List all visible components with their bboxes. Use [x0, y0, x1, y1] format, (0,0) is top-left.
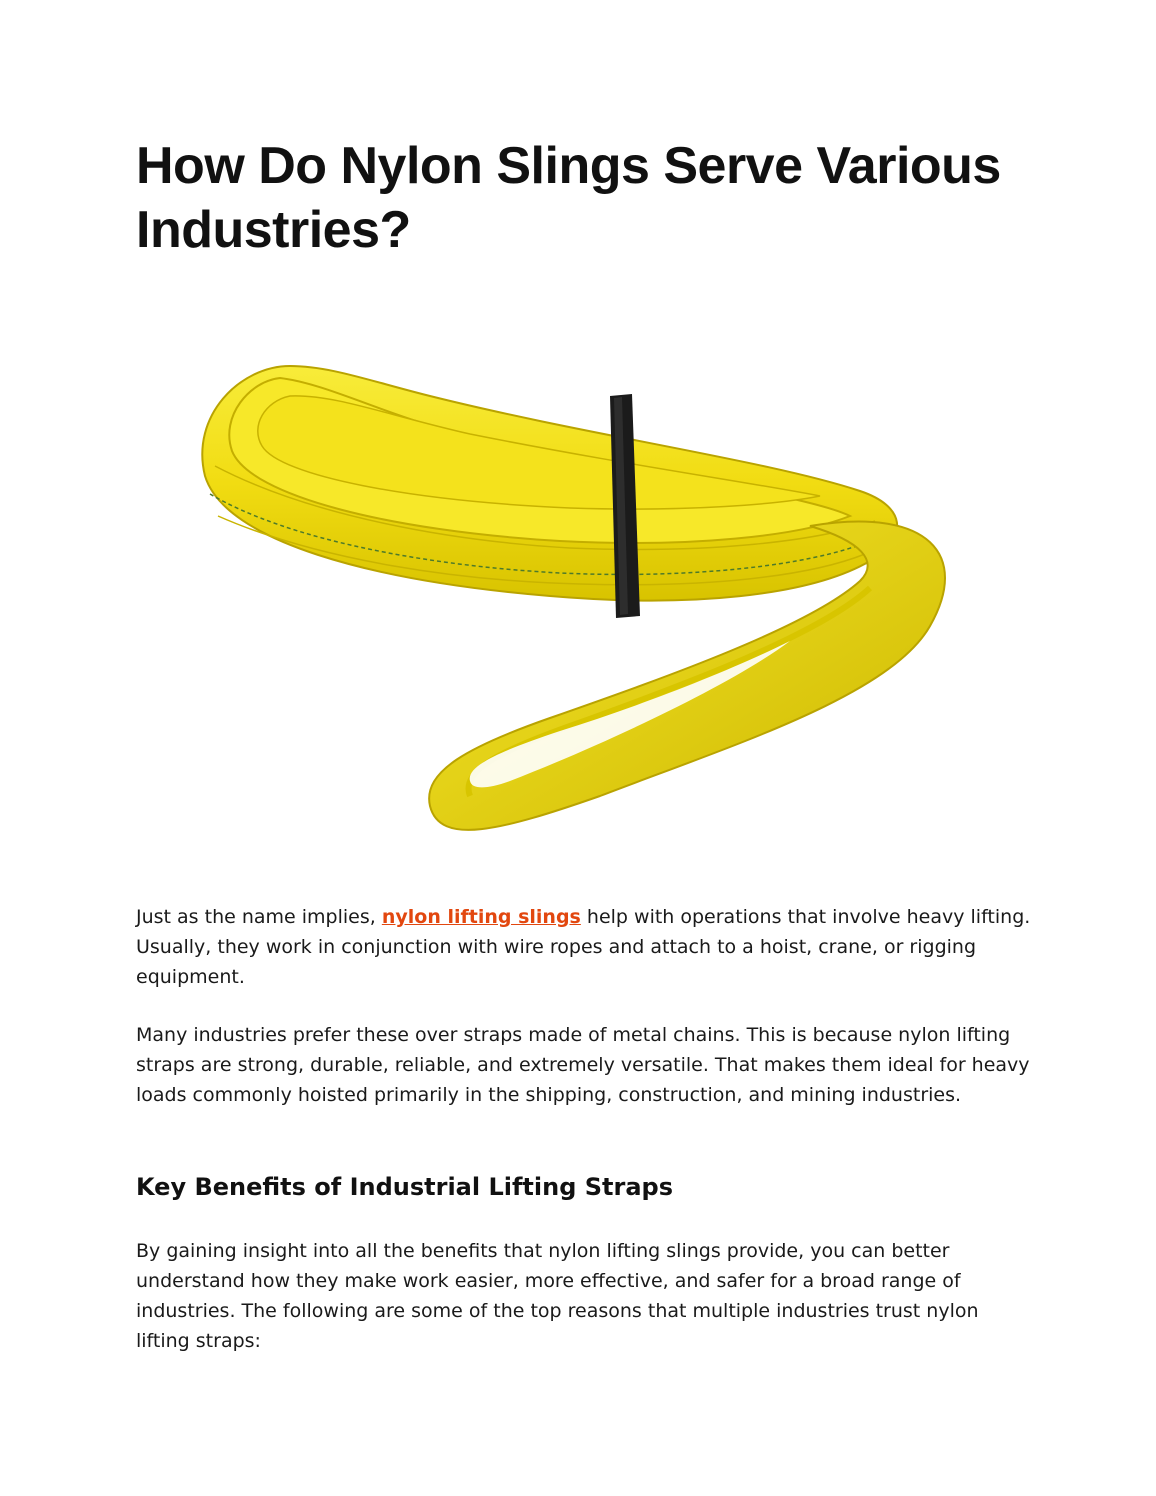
sling-image [170, 326, 990, 866]
nylon-lifting-slings-link[interactable]: nylon lifting slings [381, 906, 581, 928]
page-title: How Do Nylon Slings Serve Various Industries? [136, 137, 1001, 259]
industries-paragraph: Many industries prefer these over straps made of metal chains. This is because nylon lifting straps are strong, durable, reliable, and extremely versatile. That makes them ideal for heavy loads commonly hoisted primarily in the shipping, construction, and mining industries. [136, 1024, 1030, 1106]
benefits-paragraph: By gaining insight into all the benefits that nylon lifting slings provide, you can better understand how they make work easier, more effective, and safer for a broad range of industries. The following are some of the top reasons that multiple industries trust nylon lifting straps: [136, 1240, 979, 1352]
intro-text-start: Just as the name implies, [136, 906, 382, 928]
benefits-heading: Key Benefits of Industrial Lifting Straps [136, 1173, 673, 1201]
intro-paragraph [136, 902, 1036, 992]
intro-text-end: help with operations that involve heavy lifting. Usually, they work in conjunction with wire ropes and attach to a hoist, crane, or rigging equipment. [136, 906, 1031, 988]
